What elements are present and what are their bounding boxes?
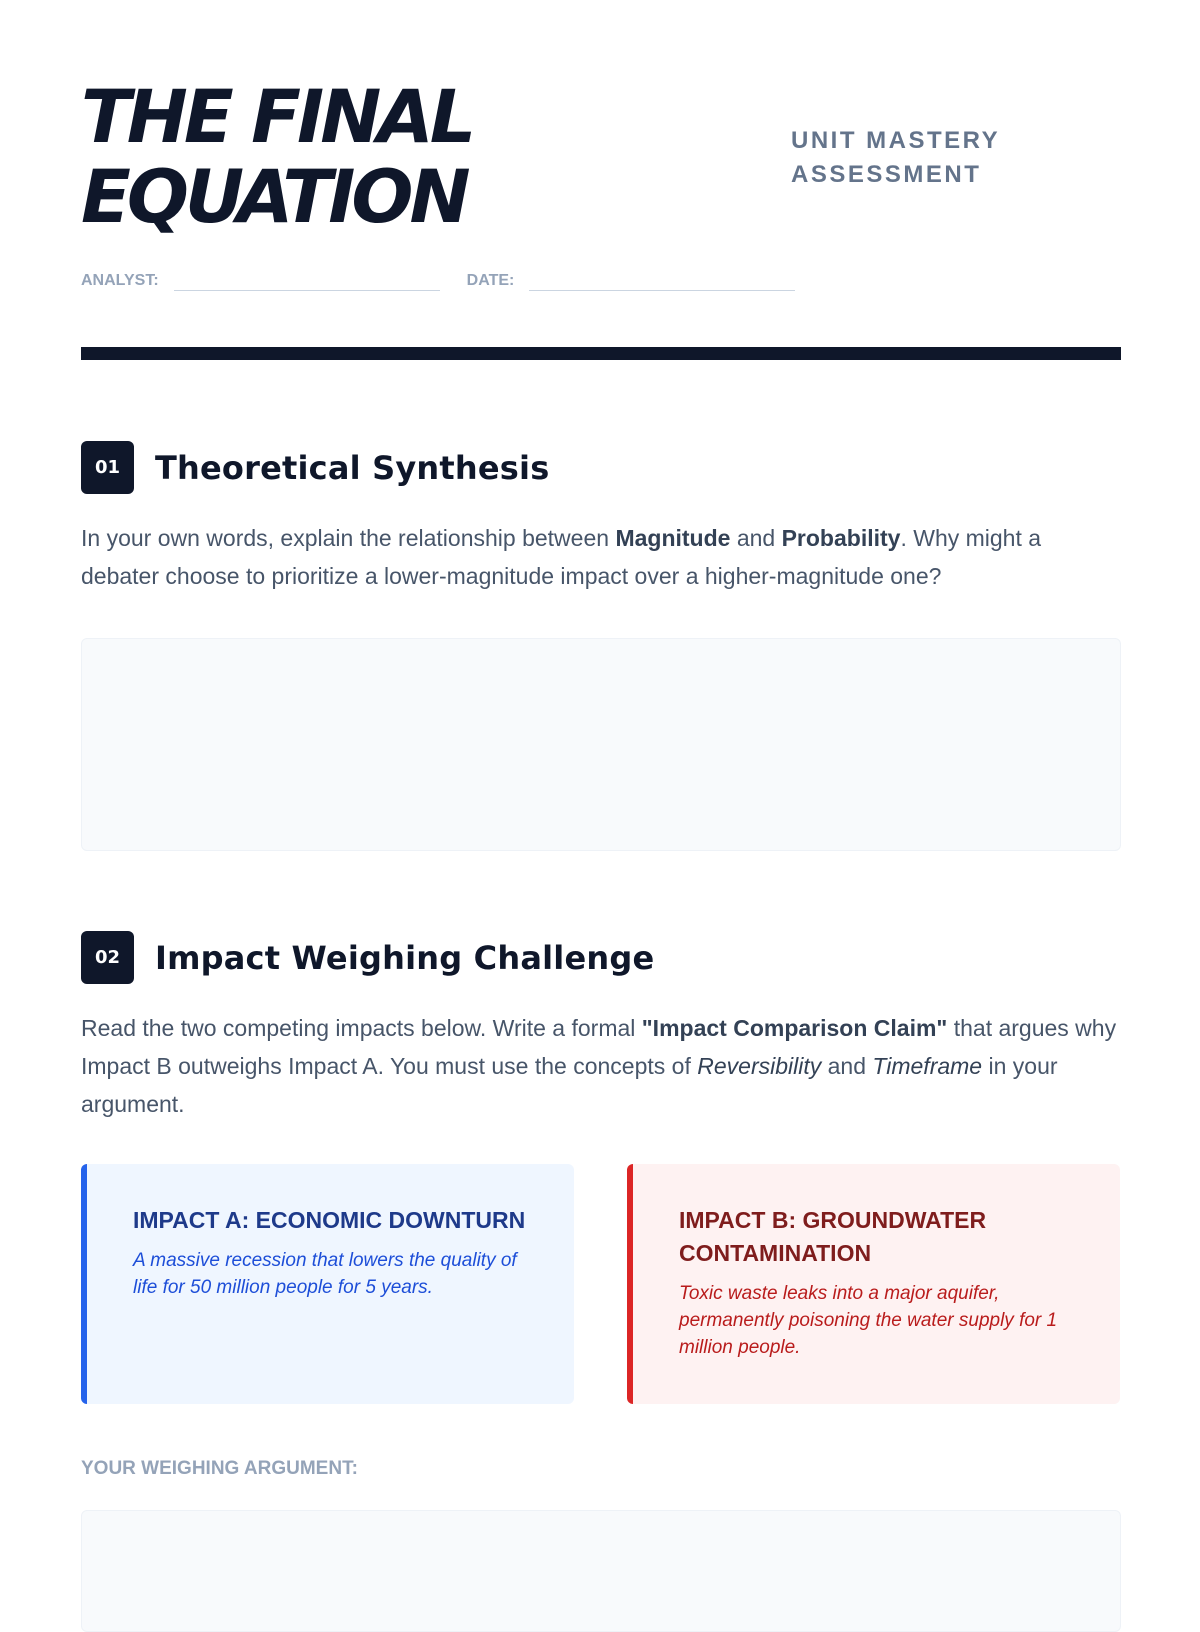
- worksheet-page: [81, 0, 1121, 1479]
- page-title: [81, 75, 473, 240]
- impact-b-card: [627, 1164, 1120, 1404]
- impact-a-description: A massive recession that lowers the quality of life for 50 million people for 5 years.: [133, 1250, 517, 1298]
- prompt-text: in your argument.: [81, 1053, 1058, 1117]
- weighing-argument-answer-box[interactable]: [81, 1510, 1121, 1632]
- prompt-text: and: [821, 1053, 873, 1079]
- section-01-answer-box[interactable]: [81, 638, 1121, 851]
- prompt-emphasis: Reversibility: [697, 1053, 822, 1079]
- prompt-emphasis: Magnitude: [615, 525, 731, 551]
- prompt-text: and: [730, 525, 782, 551]
- impact-b-description: Toxic waste leaks into a major aquifer, permanently poisoning the water supply for 1 million people.: [679, 1283, 1058, 1358]
- section-number-badge: 02: [81, 931, 134, 984]
- prompt-emphasis: Timeframe: [872, 1053, 983, 1079]
- header-divider: [81, 347, 1121, 360]
- impact-b-title: IMPACT B: GROUNDWATER CONTAMINATION: [679, 1207, 987, 1266]
- section-01-prompt: [81, 519, 1121, 595]
- section-title: Impact Weighing Challenge: [155, 938, 655, 977]
- analyst-field[interactable]: [174, 268, 440, 291]
- worksheet-header: [81, 0, 1121, 345]
- subtitle-line-2: ASSESSMENT: [791, 161, 982, 188]
- title-line-2: EQUATION: [81, 155, 467, 240]
- weighing-argument-label: YOUR WEIGHING ARGUMENT:: [81, 1458, 358, 1479]
- analyst-label: ANALYST:: [81, 272, 159, 289]
- impact-a-card: [81, 1164, 574, 1404]
- section-title: Theoretical Synthesis: [155, 448, 550, 487]
- date-field[interactable]: [529, 268, 795, 291]
- section-02-prompt: [81, 1009, 1121, 1123]
- title-line-1: THE FINAL: [81, 75, 473, 160]
- prompt-text: Read the two competing impacts below. Write a formal: [81, 1015, 642, 1041]
- prompt-text: In your own words, explain the relationship between: [81, 525, 616, 551]
- impact-a-title: IMPACT A: ECONOMIC DOWNTURN: [133, 1207, 526, 1233]
- prompt-text: . Why might a debater choose to prioritize a lower-magnitude impact over a higher-magnitude one?: [81, 525, 1042, 589]
- prompt-emphasis: Probability: [781, 525, 901, 551]
- assessment-subtitle: [791, 124, 1000, 192]
- prompt-emphasis: "Impact Comparison Claim": [641, 1015, 948, 1041]
- section-number-badge: 01: [81, 441, 134, 494]
- subtitle-line-1: UNIT MASTERY: [791, 127, 1001, 154]
- section-02-header: [81, 931, 654, 984]
- date-label: DATE:: [466, 272, 515, 289]
- prompt-text: that argues why Impact B outweighs Impact A. You must use the concepts of: [81, 1015, 1117, 1079]
- meta-fields: [81, 268, 822, 291]
- section-01-header: [81, 441, 549, 494]
